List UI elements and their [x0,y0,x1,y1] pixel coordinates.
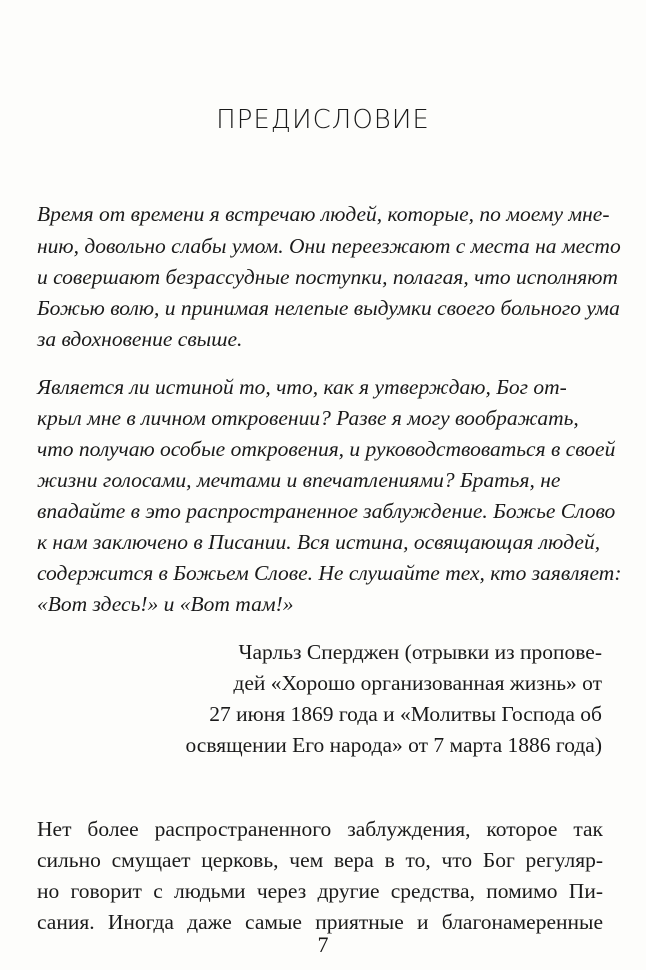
text-line: сания. Иногда даже самые приятные и благонамеренные [37,910,603,934]
text-line: что получаю особые откровения, и руководствоваться в своей [37,437,616,461]
text-line: «Вот здесь!» и «Вот там!» [37,592,294,616]
text-line: Чарльз Сперджен (отрывки из пропове- [238,640,602,664]
text-line: но говорит с людьми через другие средства, помимо Пи- [37,879,603,903]
page-title: ПРЕДИСЛОВИЕ [216,105,430,135]
text-line: дей «Хорошо организованная жизнь» от [233,671,602,695]
text-line: нию, довольно слабы умом. Они переезжают с места на место [37,234,621,258]
text-line: крыл мне в личном откровении? Разве я могу воображать, [37,406,579,430]
text-line: Время от времени я встречаю людей, которые, по моему мне- [37,202,610,226]
text-line: содержится в Божьем Слове. Не слушайте тех, кто заявляет: [37,561,622,585]
text-line: Божью волю, и принимая нелепые выдумки своего больного ума [37,296,620,320]
text-line: Является ли истиной то, что, как я утверждаю, Бог от- [37,375,567,399]
text-line: 27 июня 1869 года и «Молитвы Господа об [209,702,602,726]
text-line: жизни голосами, мечтами и впечатлениями? Братья, не [37,468,561,492]
text-line: освящении Его народа» от 7 марта 1886 года) [185,733,602,757]
text-line: и совершают безрассудные поступки, полагая, что исполняют [37,265,618,289]
text-line: впадайте в это распространенное заблуждение. Божье Слово [37,499,616,523]
page-number: 7 [317,932,329,957]
text-line: за вдохновение свыше. [37,327,243,351]
text-line: к нам заключено в Писании. Вся истина, освящающая людей, [37,530,601,554]
text-line: Нет более распространенного заблуждения, которое так [37,817,603,841]
text-line: сильно смущает церковь, чем вера в то, что Бог регуляр- [37,848,603,872]
